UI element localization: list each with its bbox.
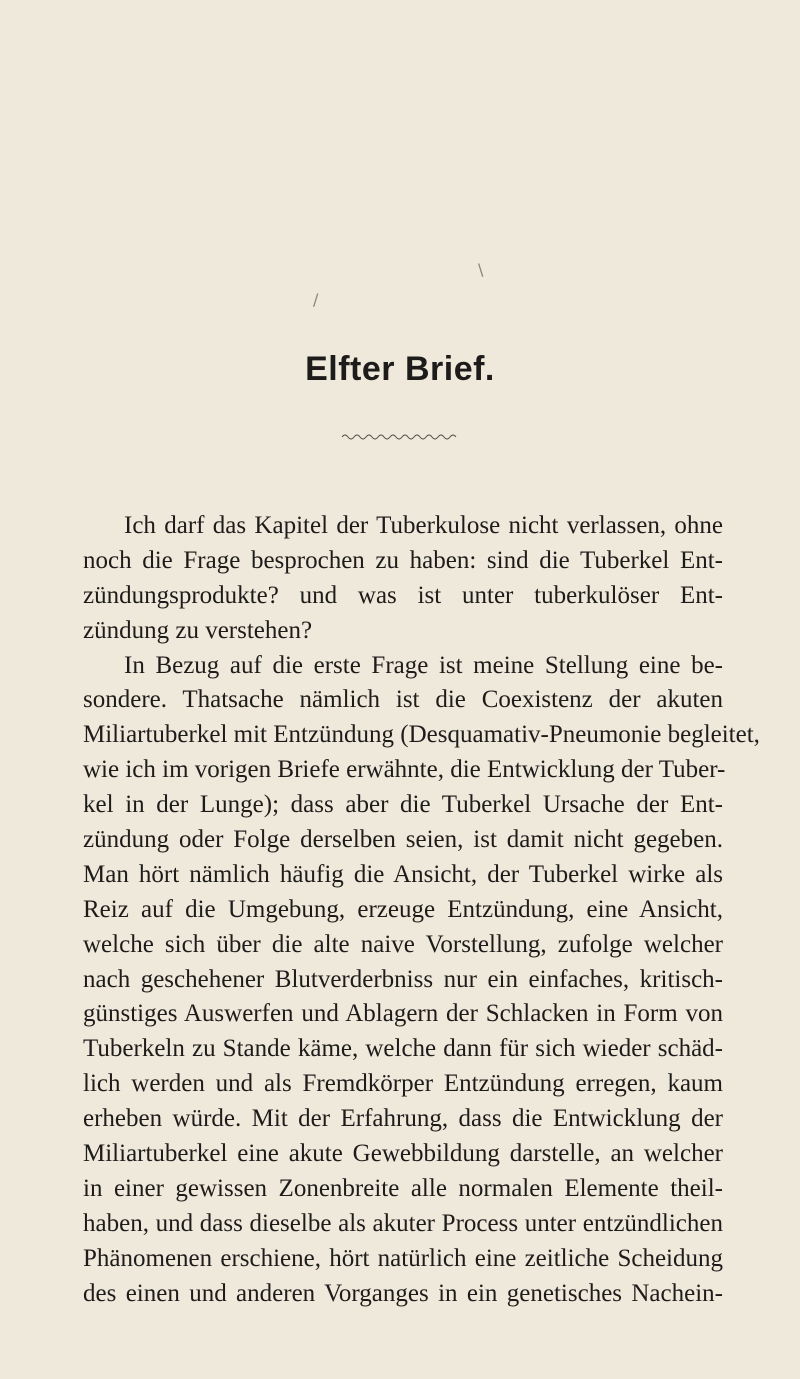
stray-tick-mark: \ <box>478 260 484 279</box>
text-line: zündung zu verstehen? <box>83 616 313 644</box>
text-line: zündungsprodukte? und was ist unter tuberkulöser Ent- <box>83 581 723 609</box>
text-line: welche sich über die alte naive Vorstellung, zufolge welcher <box>83 930 723 958</box>
text-line: erheben würde. Mit der Erfahrung, dass die Entwicklung der <box>83 1105 723 1133</box>
text-line: sondere. Thatsache nämlich ist die Coexistenz der akuten <box>83 686 723 714</box>
chapter-title: Elfter Brief. <box>305 350 495 388</box>
text-line: lich werden und als Fremdkörper Entzündung erregen, kaum <box>83 1070 723 1098</box>
wavy-rule-icon <box>340 432 460 442</box>
body-text <box>83 509 760 1311</box>
text-line: kel in der Lunge); dass aber die Tuberkel Ursache der Ent- <box>83 791 723 819</box>
text-line: günstiges Auswerfen und Ablagern der Schlacken in Form von <box>83 1000 723 1028</box>
text-line: Reiz auf die Umgebung, erzeuge Entzündung, eine Ansicht, <box>83 895 723 923</box>
text-line: Man hört nämlich häufig die Ansicht, der Tuberkel wirke als <box>83 860 723 888</box>
text-line: des einen und anderen Vorganges in ein genetisches Nachein- <box>83 1279 723 1307</box>
text-line: haben, und dass dieselbe als akuter Process unter entzündlichen <box>83 1209 723 1237</box>
text-line: Tuberkeln zu Stande käme, welche dann für sich wieder schäd- <box>83 1035 723 1063</box>
text-line: In Bezug auf die erste Frage ist meine Stellung eine be- <box>124 651 723 679</box>
text-line: noch die Frage besprochen zu haben: sind die Tuberkel Ent- <box>83 546 723 574</box>
text-line: zündung oder Folge derselben seien, ist damit nicht gegeben. <box>83 826 723 854</box>
text-line: Miliartuberkel eine akute Gewebbildung darstelle, an welcher <box>83 1140 723 1168</box>
text-line: wie ich im vorigen Briefe erwähnte, die Entwicklung der Tuber- <box>83 756 726 784</box>
stray-slash-mark: / <box>313 290 319 309</box>
text-line: Miliartuberkel mit Entzündung (Desquamativ-Pneumonie begleitet, <box>83 721 760 749</box>
text-line: nach geschehener Blutverderbniss nur ein einfaches, kritisch- <box>83 965 723 993</box>
text-line: in einer gewissen Zonenbreite alle normalen Elemente theil- <box>83 1174 723 1202</box>
text-line: Ich darf das Kapitel der Tuberkulose nicht verlassen, ohne <box>124 512 723 539</box>
text-line: Phänomenen erschiene, hört natürlich eine zeitliche Scheidung <box>83 1244 723 1272</box>
